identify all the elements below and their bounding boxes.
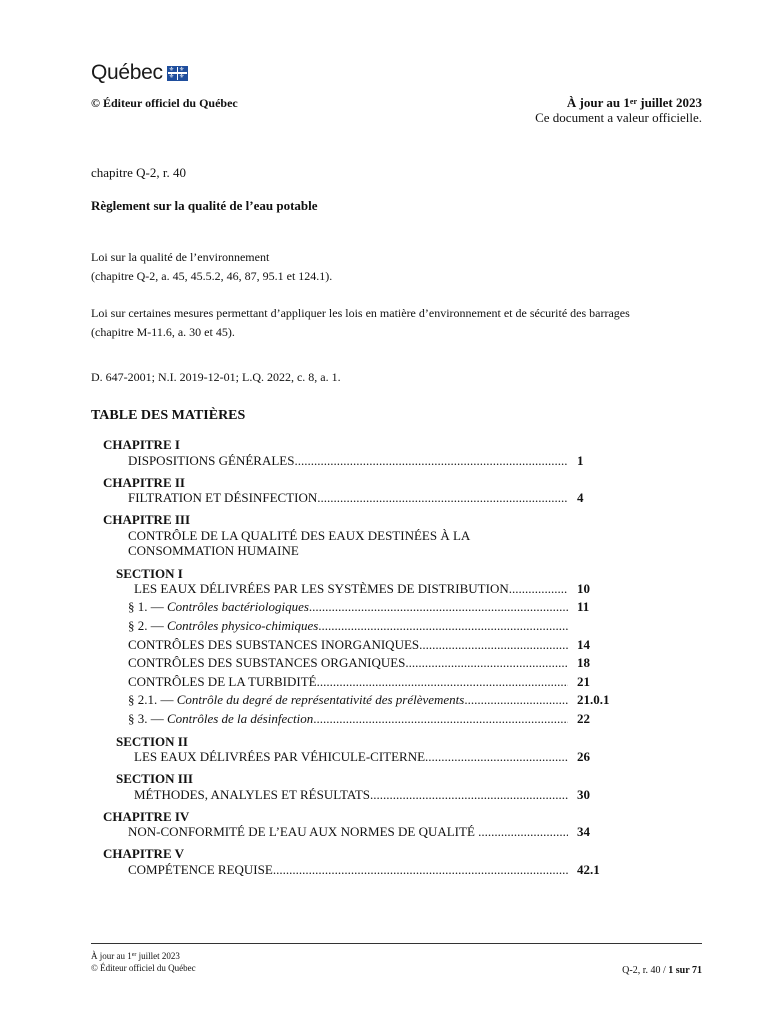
- toc-page-section-1: 10: [577, 581, 590, 596]
- toc-title: TABLE DES MATIÈRES: [91, 408, 246, 423]
- toc-entry-ch3[interactable]: CONTRÔLE DE LA QUALITÉ DES EAUX DESTINÉES À LA CONSOMMATION HUMAINE: [128, 528, 471, 558]
- toc-entry-ch4[interactable]: NON-CONFORMITÉ DE L’EAU AUX NORMES DE QUALITÉ .....: [128, 824, 568, 840]
- toc-entry-ch5[interactable]: COMPÉTENCE REQUISE .....: [128, 862, 568, 878]
- toc-entry-ch2[interactable]: FILTRATION ET DÉSINFECTION .....: [128, 490, 568, 506]
- toc-chapter-5-heading: CHAPITRE V: [103, 846, 185, 861]
- footer-info: [91, 950, 196, 974]
- toc-entry-organic[interactable]: CONTRÔLES DES SUBSTANCES ORGANIQUES .....: [128, 655, 568, 671]
- logo-wordmark: Québec: [91, 61, 163, 84]
- toc-entry-section-2[interactable]: LES EAUX DÉLIVRÉES PAR VÉHICULE-CITERNE .....: [134, 749, 568, 765]
- toc-entry-section-3[interactable]: MÉTHODES, ANALYLES ET RÉSULTATS .....: [134, 787, 568, 803]
- toc-chapter-2-heading: CHAPITRE II: [103, 475, 185, 490]
- decree-reference: D. 647-2001; N.I. 2019-12-01; L.Q. 2022, c. 8, a. 1.: [91, 370, 341, 384]
- footer-update-date: À jour au 1er juillet 2023: [91, 951, 180, 961]
- toc-page-ch5: 42.1: [577, 862, 600, 877]
- footer-page-number: 1 sur 71: [668, 965, 702, 976]
- enabling-law-1: Loi sur la qualité de l’environnement (chapitre Q-2, a. 45, 45.5.2, 46, 87, 95.1 et 124.1).: [91, 250, 333, 283]
- quebec-flag-icon: [167, 66, 188, 81]
- toc-section-3-heading: SECTION III: [116, 771, 193, 786]
- toc-page-inorganic: 14: [577, 637, 590, 652]
- toc-page-p3: 22: [577, 711, 590, 726]
- toc-entry-p3[interactable]: § 3. — Contrôles de la désinfection .....: [128, 711, 568, 727]
- toc-chapter-1-heading: CHAPITRE I: [103, 437, 180, 452]
- toc-entry-p2[interactable]: § 2. — Contrôles physico-chimiques .....: [128, 618, 568, 634]
- publisher-label: © Éditeur officiel du Québec: [91, 96, 238, 110]
- toc-chapter-3-heading: CHAPITRE III: [103, 512, 191, 527]
- toc-entry-p21[interactable]: § 2.1. — Contrôle du degré de représentativité des prélèvements .....: [128, 692, 568, 708]
- toc-page-turbidity: 21: [577, 674, 590, 689]
- toc-entry-ch1[interactable]: DISPOSITIONS GÉNÉRALES .....: [128, 453, 568, 469]
- toc-page-ch1: 1: [577, 453, 584, 468]
- enabling-law-2: Loi sur certaines mesures permettant d’appliquer les lois en matière d’environnement et de sécurité des barrages (chapitre M-11.6, a. 30 et 45).: [91, 306, 630, 339]
- toc-entry-turbidity[interactable]: CONTRÔLES DE LA TURBIDITÉ .....: [128, 674, 568, 690]
- toc-chapter-4-heading: CHAPITRE IV: [103, 809, 190, 824]
- footer-divider: [91, 943, 702, 944]
- footer-publisher: © Éditeur officiel du Québec: [91, 963, 196, 973]
- toc-page-organic: 18: [577, 655, 590, 670]
- update-info: [535, 95, 702, 125]
- official-note: Ce document a valeur officielle.: [535, 110, 702, 125]
- toc-page-ch2: 4: [577, 490, 584, 505]
- toc-page-p1: 11: [577, 599, 590, 614]
- toc-section-1-heading: SECTION I: [116, 566, 183, 581]
- toc-page-section-3: 30: [577, 787, 590, 802]
- toc-entry-section-1[interactable]: LES EAUX DÉLIVRÉES PAR LES SYSTÈMES DE DISTRIBUTION .....: [134, 581, 568, 597]
- chapter-reference: chapitre Q-2, r. 40: [91, 165, 186, 180]
- footer-page-ref: Q-2, r. 40 / 1 sur 71: [622, 965, 702, 976]
- update-date: À jour au 1er juillet 2023: [566, 95, 702, 110]
- document-title: Règlement sur la qualité de l’eau potable: [91, 198, 318, 213]
- toc-section-2-heading: SECTION II: [116, 734, 188, 749]
- toc-entry-inorganic[interactable]: CONTRÔLES DES SUBSTANCES INORGANIQUES .....: [128, 637, 568, 653]
- toc-page-ch4: 34: [577, 824, 590, 839]
- toc-page-p21: 21.0.1: [577, 692, 610, 707]
- quebec-logo: [91, 62, 188, 84]
- toc-entry-p1[interactable]: § 1. — Contrôles bactériologiques .....: [128, 599, 568, 615]
- toc-page-section-2: 26: [577, 749, 590, 764]
